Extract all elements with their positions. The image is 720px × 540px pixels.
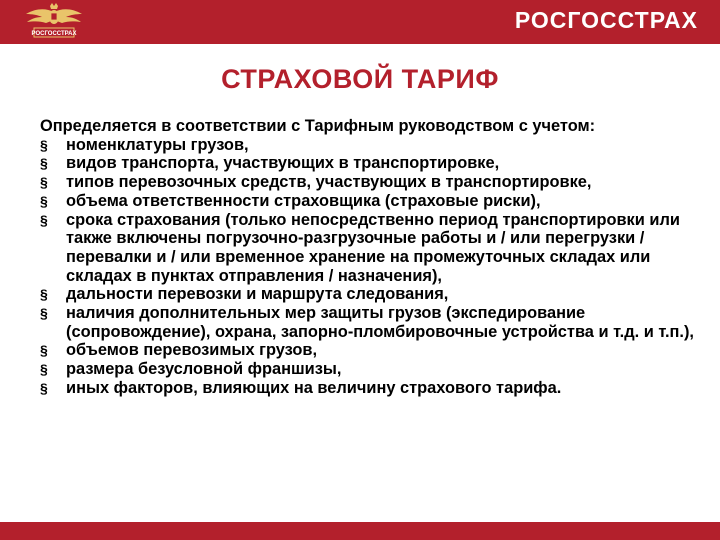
list-item-text: объема ответственности страховщика (страховые риски), bbox=[66, 191, 541, 210]
emblem-caption: РОСГОССТРАХ bbox=[31, 31, 77, 37]
list-item-text: наличия дополнительных мер защиты грузов (экспедирование (сопровождение), охрана, запорно-пломбировочные устройства и т.д. и т.п.), bbox=[66, 304, 694, 341]
bullet-icon: § bbox=[40, 136, 48, 153]
list-item bbox=[40, 173, 706, 192]
list-item-text: объемов перевозимых грузов, bbox=[66, 341, 318, 360]
bullet-icon: § bbox=[40, 305, 48, 322]
list-item bbox=[40, 285, 706, 304]
list-item-text: дальности перевозки и маршрута следования, bbox=[66, 285, 449, 304]
footer-bar bbox=[0, 522, 720, 540]
list-item-text: видов транспорта, участвующих в транспортировке, bbox=[66, 154, 500, 173]
eagle-emblem-icon bbox=[22, 2, 86, 42]
intro-text: Определяется в соответствии с Тарифным руководством с учетом: bbox=[40, 117, 596, 135]
bullet-icon: § bbox=[40, 342, 48, 359]
header-bar bbox=[0, 0, 720, 44]
list-item bbox=[40, 211, 706, 286]
list-item bbox=[40, 136, 706, 155]
slide-title: СТРАХОВОЙ ТАРИФ bbox=[221, 64, 499, 94]
bullet-icon: § bbox=[40, 361, 48, 378]
list-item-text: размера безусловной франшизы, bbox=[66, 360, 342, 379]
list-item bbox=[40, 304, 706, 341]
bullet-icon: § bbox=[40, 379, 48, 396]
list-item bbox=[40, 360, 706, 379]
slide-body bbox=[40, 117, 706, 398]
bullet-icon: § bbox=[40, 174, 48, 191]
bullet-icon: § bbox=[40, 192, 48, 209]
brand-logo: РОСГОССТРАХ bbox=[514, 7, 698, 33]
bullet-icon: § bbox=[40, 155, 48, 172]
list-item bbox=[40, 154, 706, 173]
bullet-icon: § bbox=[40, 211, 48, 228]
list-item-text: срока страхования (только непосредственно период транспортировки или также включены погрузочно-разгрузочные работы и / или перегрузки / перевалки и / или временное хранение на промежуточных складах или складах в пунктах отправления / назначения), bbox=[66, 210, 680, 285]
list-item-text: иных факторов, влияющих на величину страхового тарифа. bbox=[66, 378, 562, 397]
list-item bbox=[40, 192, 706, 211]
list-item-text: номенклатуры грузов, bbox=[66, 135, 249, 154]
list-item-text: типов перевозочных средств, участвующих в транспортировке, bbox=[66, 173, 592, 192]
list-item bbox=[40, 341, 706, 360]
bullet-icon: § bbox=[40, 286, 48, 303]
bullet-list bbox=[40, 136, 706, 398]
list-item bbox=[40, 379, 706, 398]
